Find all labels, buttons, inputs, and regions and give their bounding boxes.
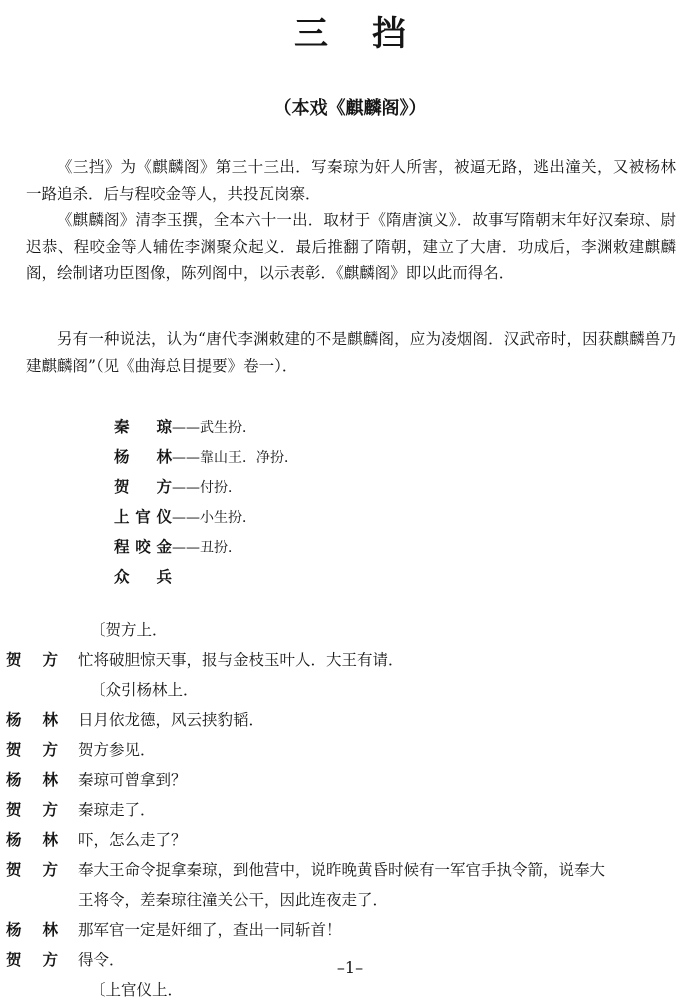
dialogue-line — [0, 825, 700, 855]
intro-paragraph: 《三挡》为《麒麟阁》第三十三出．写秦琼为奸人所害，被逼无路，逃出潼关，又被杨林一路追杀．后与程咬金等人，共投瓦岗寨． — [26, 158, 676, 203]
speaker-name: 贺方 — [6, 741, 58, 759]
stage-text: 〔上官仪上． — [90, 981, 184, 999]
stage-direction — [0, 975, 700, 1005]
stage-text: 〔众引杨林上． — [90, 681, 199, 699]
dialogue-text: 那军官一定是奸细了，查出一同斩首！ — [78, 921, 342, 939]
cast-role: ——靠山王．净扮． — [172, 450, 298, 466]
cast-item — [114, 562, 298, 592]
dialogue-text: 忙将破胆惊天事，报与金枝玉叶人．大王有请． — [78, 651, 404, 669]
speaker-name: 贺方 — [6, 861, 58, 879]
speaker-name: 贺方 — [6, 951, 58, 969]
dialogue-text: 日月依龙德，风云挟豹韬． — [78, 711, 265, 729]
speaker-name: 贺方 — [6, 801, 58, 819]
cast-item — [114, 412, 298, 442]
source-paragraph: 《麒麟阁》清李玉撰，全本六十一出．取材于《隋唐演义》．故事写隋朝末年好汉秦琼、尉迟恭、程咬金等人辅佐李渊聚众起义．最后推翻了隋朝，建立了大唐．功成后，李渊敕建麒麟阁，绘制诸功臣图像，陈列阁中，以示表彰．《麒麟阁》即以此而得名． — [26, 211, 676, 282]
speaker-name: 杨林 — [6, 921, 58, 939]
dialogue-text: 得令． — [78, 951, 125, 969]
dialogue-text: 秦琼走了． — [78, 801, 156, 819]
cast-item — [114, 442, 298, 472]
dialogue-line — [0, 885, 700, 915]
speaker-name: 贺方 — [6, 651, 58, 669]
cast-name: 程咬金 — [114, 538, 172, 556]
alternate-paragraph: 另有一种说法，认为“唐代李渊敕建的不是麒麟阁，应为凌烟阁．汉武帝时，因获麒麟兽乃建麒麟阁”（见《曲海总目提要》卷一）． — [26, 330, 676, 375]
cast-name: 杨林 — [114, 448, 172, 466]
dialogue-line — [0, 645, 700, 675]
cast-name: 秦琼 — [114, 418, 172, 436]
speaker-name: 杨林 — [6, 831, 58, 849]
stage-text: 〔贺方上． — [90, 621, 168, 639]
cast-role: ——付扮． — [172, 480, 242, 496]
cast-item — [114, 502, 298, 532]
dialogue-text: 贺方参见． — [78, 741, 156, 759]
stage-direction — [0, 675, 700, 705]
stage-direction — [0, 615, 700, 645]
dialogue-line — [0, 765, 700, 795]
cast-name: 上官仪 — [114, 508, 172, 526]
dialogue-line — [0, 705, 700, 735]
dialogue-text: 王将令，差秦琼往潼关公干，因此连夜走了． — [78, 891, 389, 909]
dialogue-text: 奉大王命令捉拿秦琼，到他营中，说昨晚黄昏时候有一军官手执令箭，说奉大 — [78, 861, 606, 879]
cast-list — [114, 412, 298, 592]
cast-role: ——小生扮． — [172, 510, 256, 526]
cast-name: 众兵 — [114, 568, 172, 586]
dialogue-line — [0, 915, 700, 945]
script-body — [0, 615, 700, 1005]
page-number: –1– — [336, 958, 364, 977]
cast-name: 贺方 — [114, 478, 172, 496]
speaker-name: 杨林 — [6, 711, 58, 729]
dialogue-line — [0, 855, 700, 885]
cast-item — [114, 532, 298, 562]
page-title: 三挡 — [294, 14, 450, 54]
dialogue-line — [0, 795, 700, 825]
cast-item — [114, 472, 298, 502]
cast-role: ——武生扮． — [172, 420, 256, 436]
dialogue-text: 吓，怎么走了？ — [78, 831, 187, 849]
cast-role: ——丑扮． — [172, 540, 242, 556]
dialogue-line — [0, 735, 700, 765]
page-subtitle: （本戏《麒麟阁》） — [273, 98, 427, 119]
speaker-name: 杨林 — [6, 771, 58, 789]
dialogue-text: 秦琼可曾拿到？ — [78, 771, 187, 789]
